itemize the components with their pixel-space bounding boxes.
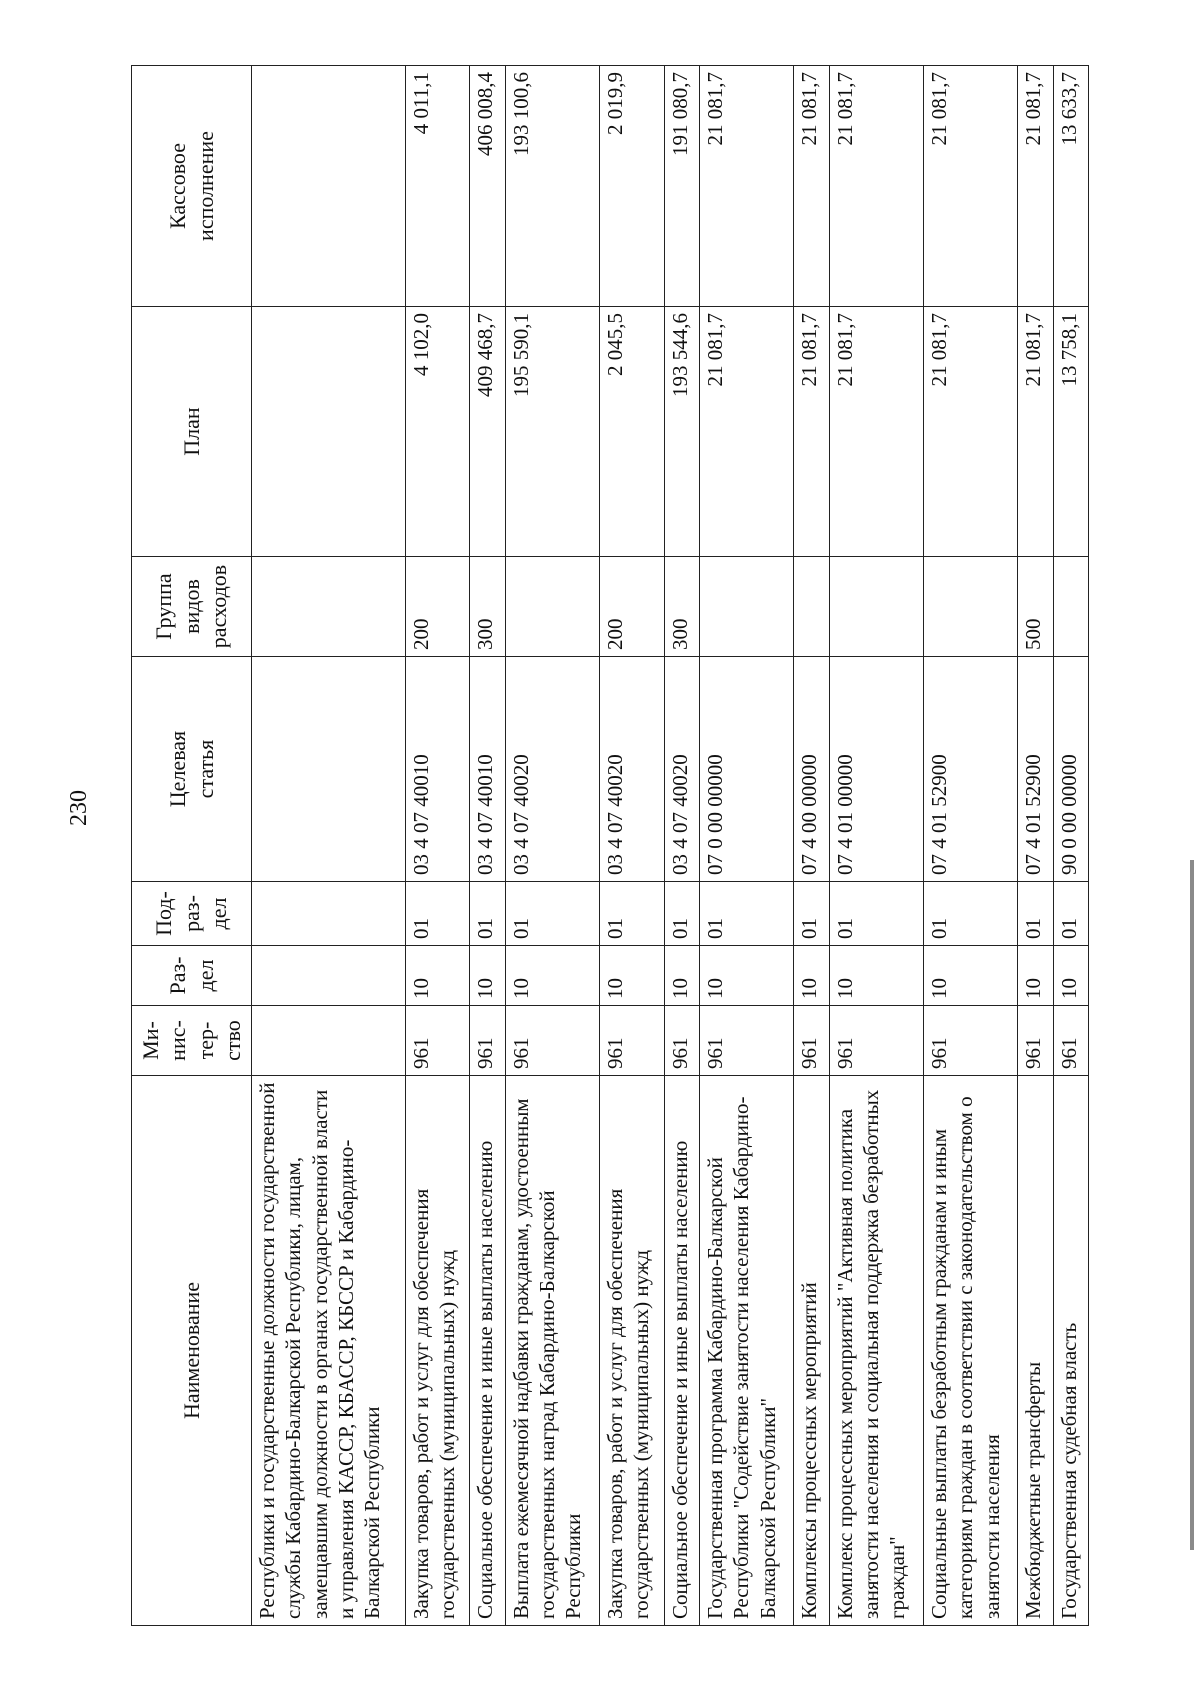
cell-plan: 4 102,0 [405,307,470,557]
cell-section: 10 [405,946,470,1006]
cell-section: 10 [505,946,599,1006]
cell-name: Государственная программа Кабардино-Балкарской Республики "Содействие занятости населения Кабардино-Балкарской Республики" [700,1076,794,1626]
cell-section [252,946,406,1006]
cell-subsection: 01 [924,882,1018,946]
table-row [470,66,505,1626]
cell-execution [252,66,406,307]
cell-ministry: 961 [470,1006,505,1076]
cell-target: 07 4 01 52900 [1018,657,1053,882]
cell-target: 07 0 00 00000 [700,657,794,882]
cell-group [794,557,829,657]
cell-plan: 21 081,7 [1018,307,1053,557]
cell-execution: 406 008,4 [470,66,505,307]
cell-subsection: 01 [405,882,470,946]
cell-plan [252,307,406,557]
cell-subsection: 01 [1053,882,1088,946]
cell-ministry: 961 [600,1006,665,1076]
header-subsection: Под- раз- дел [132,882,252,946]
cell-plan: 21 081,7 [829,307,923,557]
cell-execution: 21 081,7 [700,66,794,307]
table-row [1053,66,1088,1626]
cell-target: 90 0 00 00000 [1053,657,1088,882]
cell-section: 10 [924,946,1018,1006]
cell-name: Социальные выплаты безработным гражданам и иным категориям граждан в соответствии с законодательством о занятости населения [924,1076,1018,1626]
header-target: Целевая статья [132,657,252,882]
table-header-row [132,66,252,1626]
cell-execution: 21 081,7 [829,66,923,307]
rotated-table-container [131,66,1089,1626]
cell-target: 03 4 07 40020 [505,657,599,882]
cell-name: Республики и государственные должности государственной службы Кабардино-Балкарской Республики, лицам, замещавшим должности в органах государственной власти и управления КАССР, КБАССР, КБССР и Кабардино-Балкарской Республики [252,1076,406,1626]
cell-section: 10 [829,946,923,1006]
cell-name: Закупка товаров, работ и услуг для обеспечения государственных (муниципальных) нужд [600,1076,665,1626]
cell-execution: 4 011,1 [405,66,470,307]
table-row [664,66,699,1626]
table-row [505,66,599,1626]
header-plan: План [132,307,252,557]
cell-target: 03 4 07 40010 [405,657,470,882]
table-row [700,66,794,1626]
cell-execution: 193 100,6 [505,66,599,307]
cell-execution: 21 081,7 [1018,66,1053,307]
cell-ministry: 961 [1018,1006,1053,1076]
header-section: Раз- дел [132,946,252,1006]
cell-execution: 21 081,7 [794,66,829,307]
cell-target: 03 4 07 40020 [600,657,665,882]
cell-subsection: 01 [1018,882,1053,946]
cell-group [1053,557,1088,657]
cell-group [505,557,599,657]
cell-section: 10 [794,946,829,1006]
cell-ministry: 961 [829,1006,923,1076]
table-row [794,66,829,1626]
cell-group: 300 [470,557,505,657]
table-row [600,66,665,1626]
cell-plan: 193 544,6 [664,307,699,557]
cell-section: 10 [1053,946,1088,1006]
cell-subsection: 01 [794,882,829,946]
cell-target: 03 4 07 40020 [664,657,699,882]
scan-edge-line [1190,860,1194,1550]
header-name: Наименование [132,1076,252,1626]
cell-section: 10 [1018,946,1053,1006]
cell-group [700,557,794,657]
cell-subsection: 01 [470,882,505,946]
cell-section: 10 [700,946,794,1006]
cell-name: Социальное обеспечение и иные выплаты населению [664,1076,699,1626]
table-row [924,66,1018,1626]
header-group: Группа видов расходов [132,557,252,657]
budget-table [131,65,1089,1626]
cell-execution: 13 633,7 [1053,66,1088,307]
cell-group [924,557,1018,657]
cell-ministry: 961 [924,1006,1018,1076]
table-row [252,66,406,1626]
cell-group: 500 [1018,557,1053,657]
cell-plan: 13 758,1 [1053,307,1088,557]
cell-ministry [252,1006,406,1076]
cell-group: 200 [405,557,470,657]
cell-section: 10 [470,946,505,1006]
cell-section: 10 [664,946,699,1006]
cell-name: Государственная судебная власть [1053,1076,1088,1626]
cell-subsection: 01 [505,882,599,946]
cell-target: 07 4 01 52900 [924,657,1018,882]
cell-plan: 21 081,7 [924,307,1018,557]
cell-target: 07 4 00 00000 [794,657,829,882]
cell-ministry: 961 [405,1006,470,1076]
cell-group: 200 [600,557,665,657]
cell-execution: 2 019,9 [600,66,665,307]
cell-target: 03 4 07 40010 [470,657,505,882]
table-row [405,66,470,1626]
cell-plan: 195 590,1 [505,307,599,557]
cell-ministry: 961 [794,1006,829,1076]
cell-subsection: 01 [829,882,923,946]
cell-subsection: 01 [664,882,699,946]
cell-ministry: 961 [505,1006,599,1076]
cell-name: Комплекс процессных мероприятий "Активная политика занятости населения и социальная поддержка безработных граждан" [829,1076,923,1626]
cell-subsection: 01 [700,882,794,946]
table-row [1018,66,1053,1626]
cell-target: 07 4 01 00000 [829,657,923,882]
cell-group [252,557,406,657]
cell-name: Комплексы процессных мероприятий [794,1076,829,1626]
cell-name: Закупка товаров, работ и услуг для обеспечения государственных (муниципальных) нужд [405,1076,470,1626]
cell-plan: 21 081,7 [794,307,829,557]
cell-subsection: 01 [600,882,665,946]
cell-subsection [252,882,406,946]
cell-ministry: 961 [700,1006,794,1076]
cell-target [252,657,406,882]
cell-section: 10 [600,946,665,1006]
cell-group: 300 [664,557,699,657]
cell-name: Выплата ежемесячной надбавки гражданам, удостоенным государственных наград Кабардино-Балкарской Республики [505,1076,599,1626]
cell-ministry: 961 [1053,1006,1088,1076]
cell-name: Социальное обеспечение и иные выплаты населению [470,1076,505,1626]
cell-execution: 191 080,7 [664,66,699,307]
cell-execution: 21 081,7 [924,66,1018,307]
cell-ministry: 961 [664,1006,699,1076]
page-number: 230 [66,790,92,826]
cell-plan: 409 468,7 [470,307,505,557]
cell-plan: 2 045,5 [600,307,665,557]
header-execution: Кассовое исполнение [132,66,252,307]
cell-group [829,557,923,657]
table-row [829,66,923,1626]
header-ministry: Ми- нис- тер- ство [132,1006,252,1076]
cell-plan: 21 081,7 [700,307,794,557]
cell-name: Межбюджетные трансферты [1018,1076,1053,1626]
